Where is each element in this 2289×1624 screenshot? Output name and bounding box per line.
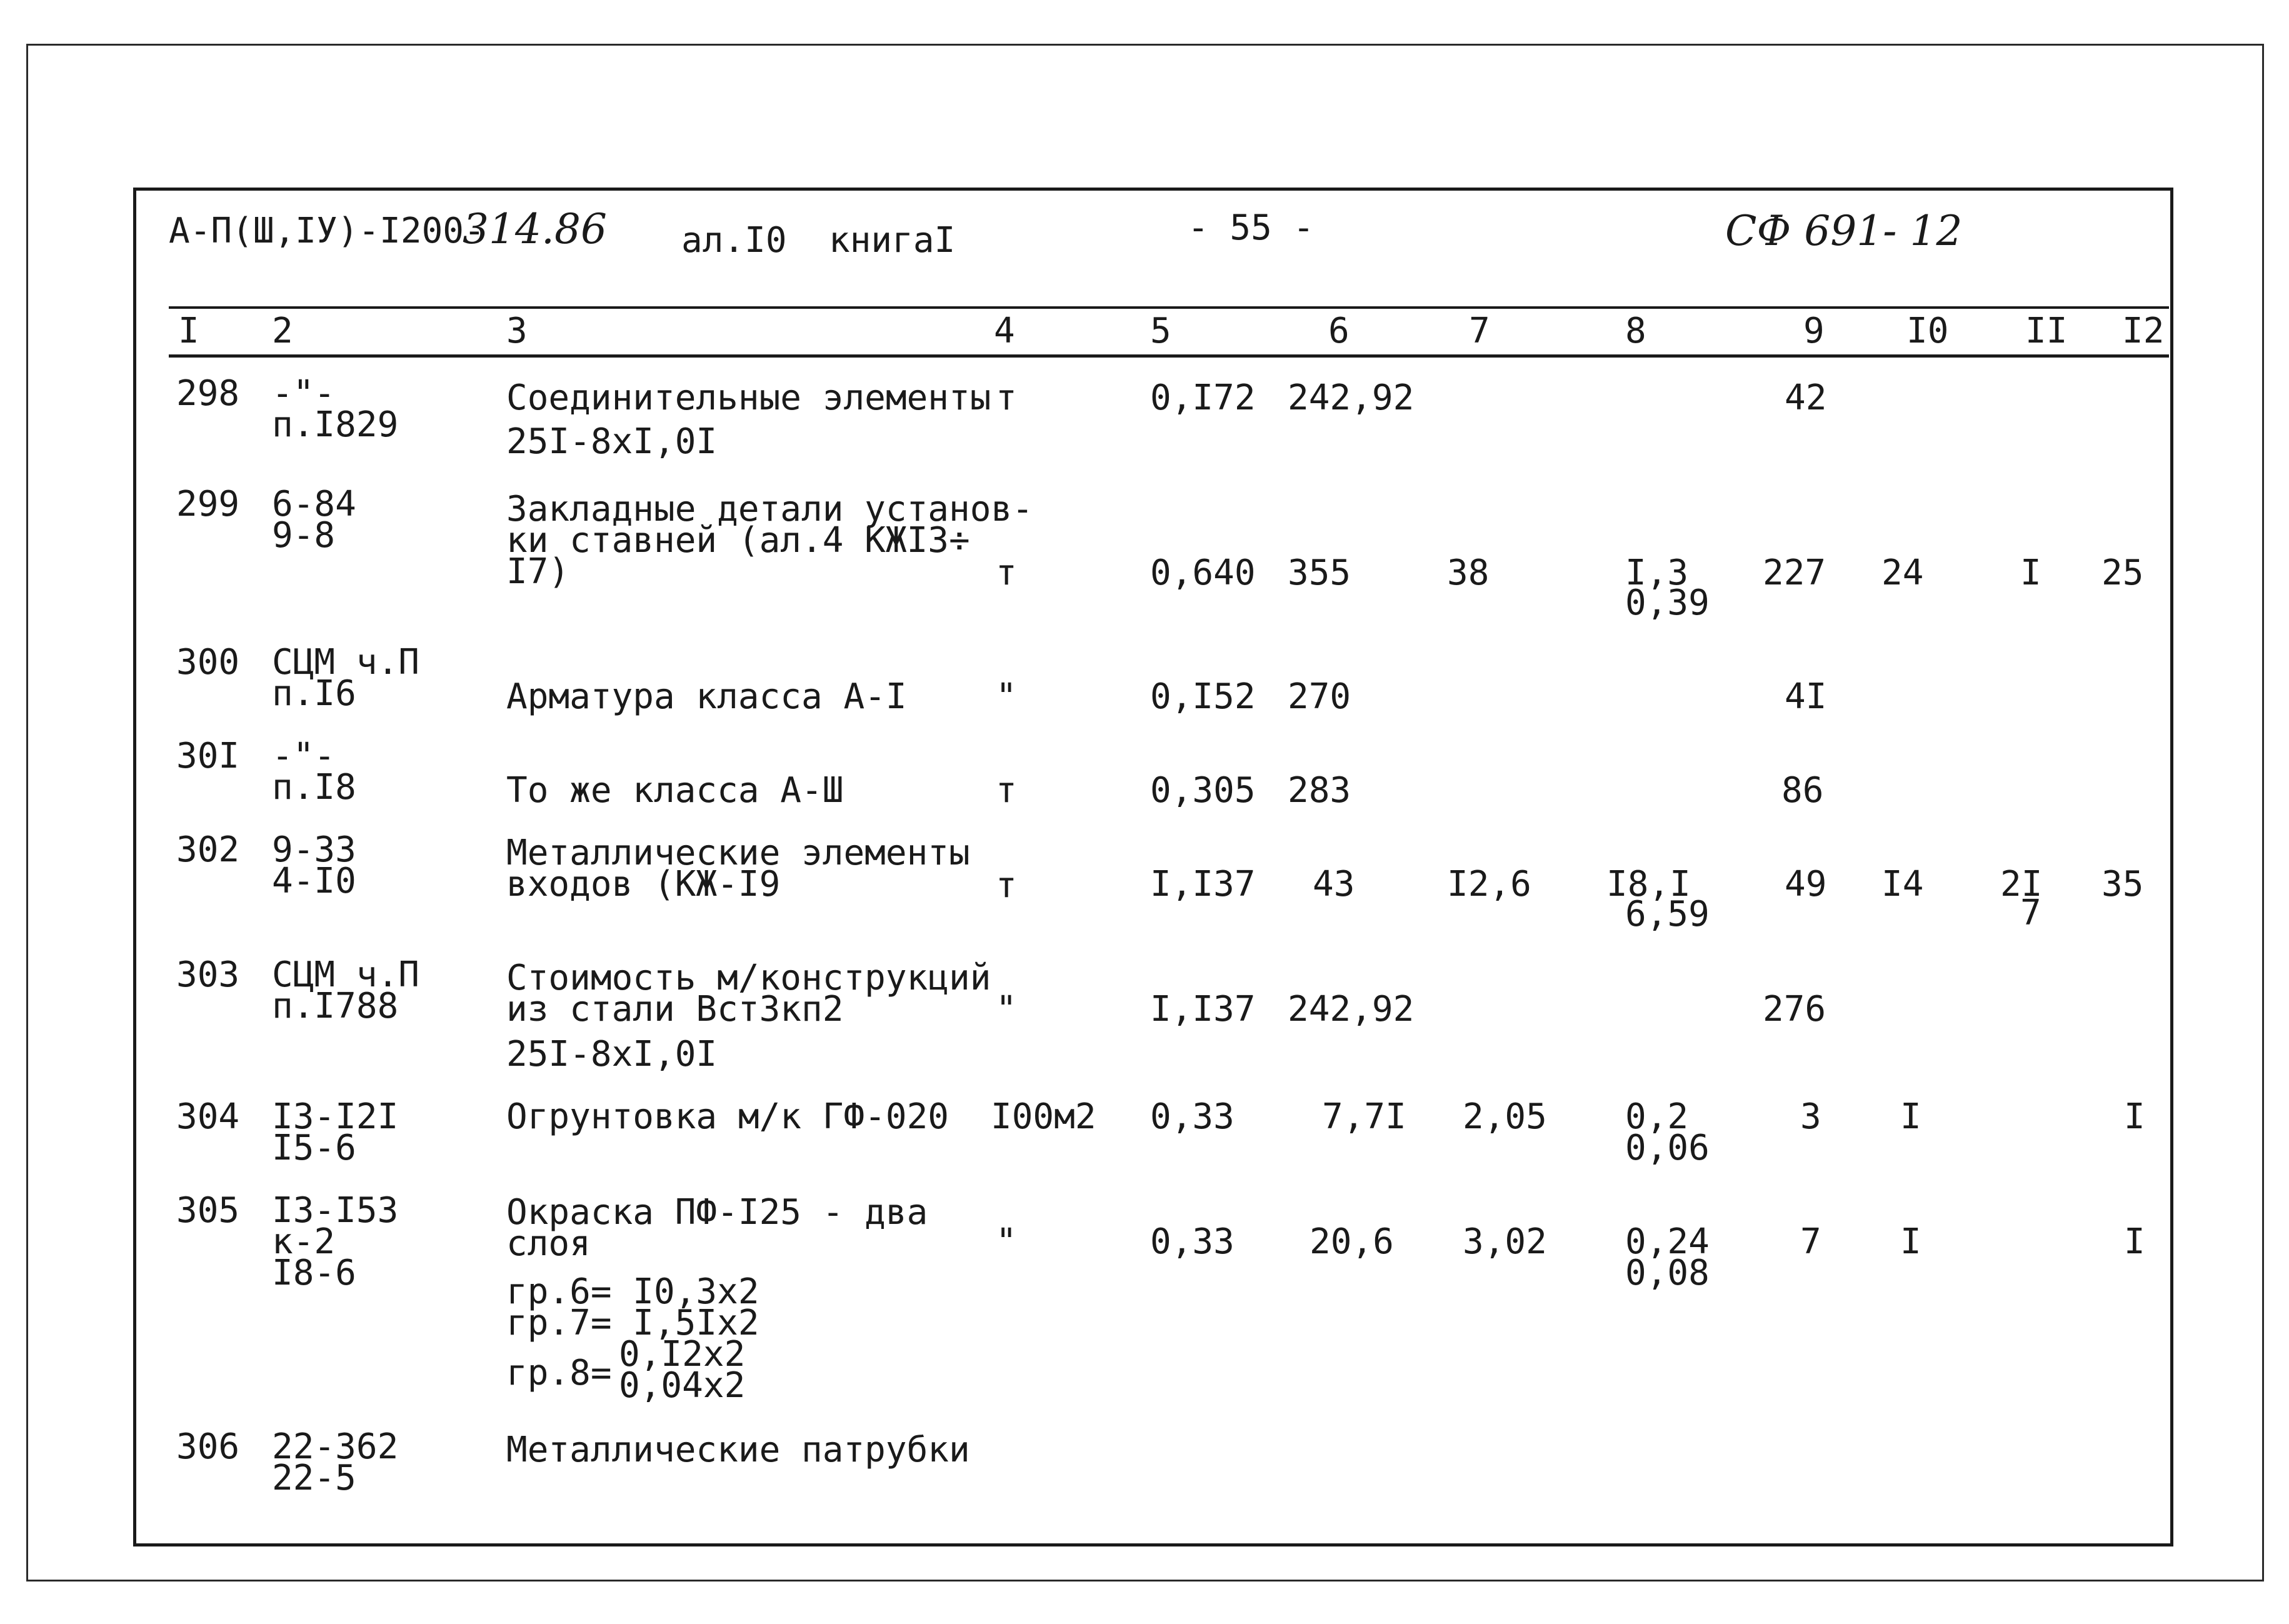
- work-description: входов (КЖ-I9: [506, 864, 781, 905]
- row-number: 300: [176, 642, 240, 683]
- column-header: 3: [506, 311, 528, 351]
- album-book-label: ал.I0 книгаI: [681, 220, 956, 261]
- col11-value: 7: [2020, 893, 2041, 933]
- row-number: 30I: [176, 736, 240, 776]
- work-description: 0,I2х2: [619, 1334, 746, 1375]
- norm-code: -"-: [272, 373, 336, 414]
- col10-value: I: [1900, 1221, 1921, 1262]
- page-number: - 55 -: [1188, 208, 1315, 248]
- column-header: 7: [1469, 311, 1490, 351]
- work-description: Стоимость м/конструкций: [506, 958, 991, 998]
- col8-value: 0,06: [1625, 1128, 1710, 1168]
- col7-value: 2,05: [1463, 1096, 1547, 1137]
- col9-value: 276: [1763, 989, 1826, 1030]
- col7-value: I2,6: [1447, 864, 1531, 905]
- unit: ": [996, 676, 1017, 717]
- norm-code: -"-: [272, 736, 336, 776]
- quantity: 0,33: [1150, 1221, 1235, 1262]
- work-description: Арматура класса А-I: [506, 676, 907, 717]
- row-number: 303: [176, 955, 240, 995]
- col6-value: 283: [1288, 770, 1351, 811]
- unit: т: [996, 865, 1017, 906]
- column-header: 2: [272, 311, 293, 351]
- column-header: I2: [2122, 311, 2165, 351]
- quantity: 0,305: [1150, 770, 1256, 811]
- quantity: 0,640: [1150, 553, 1256, 593]
- norm-code: СЦМ ч.П: [272, 642, 420, 683]
- document-code-handwritten: 314.86: [463, 205, 607, 253]
- col8-value: 0,24: [1625, 1221, 1710, 1262]
- column-header: 4: [994, 311, 1015, 351]
- col11-value: 2I: [2000, 864, 2043, 905]
- quantity: 0,I72: [1150, 378, 1256, 418]
- archive-stamp-number: СФ 691- 12: [1725, 207, 1963, 255]
- col11-value: I: [2020, 553, 2041, 593]
- col6-value: 270: [1288, 676, 1351, 717]
- row-number: 298: [176, 373, 240, 414]
- col8-value: 0,2: [1625, 1096, 1689, 1137]
- row-number: 302: [176, 830, 240, 870]
- col9-value: 49: [1785, 864, 1827, 905]
- work-description: гр.8=: [506, 1353, 612, 1393]
- norm-code: 4-I0: [272, 861, 356, 901]
- document-code: А-П(Ш,IУ)-I200-: [169, 211, 485, 251]
- col10-value: I: [1900, 1096, 1921, 1137]
- col8-value: 0,39: [1625, 583, 1710, 623]
- col9-value: 86: [1781, 770, 1824, 811]
- work-description: Металлические патрубки: [506, 1430, 970, 1470]
- col6-value: 43: [1313, 864, 1355, 905]
- col7-value: 3,02: [1463, 1221, 1547, 1262]
- work-description: слоя: [506, 1223, 591, 1264]
- col9-value: 3: [1800, 1096, 1821, 1137]
- work-description: 25I-8хI,0I: [506, 421, 718, 462]
- column-header: 8: [1625, 311, 1646, 351]
- work-description: Окраска ПФ-I25 - два: [506, 1192, 928, 1233]
- col9-value: 42: [1785, 378, 1827, 418]
- col6-value: 7,7I: [1322, 1096, 1406, 1137]
- norm-code: I8-6: [272, 1253, 356, 1293]
- unit: т: [996, 553, 1017, 593]
- column-header: I0: [1906, 311, 1949, 351]
- col7-value: 38: [1447, 553, 1490, 593]
- col12-value: I: [2124, 1221, 2145, 1262]
- quantity: 0,I52: [1150, 676, 1256, 717]
- work-description: I7): [506, 551, 570, 592]
- norm-code: 9-8: [272, 515, 336, 556]
- work-description: 25I-8хI,0I: [506, 1034, 718, 1075]
- norm-code: п.I8: [272, 767, 356, 808]
- norm-code: 22-362: [272, 1426, 399, 1467]
- work-description: из стали ВстЗкп2: [506, 989, 844, 1030]
- col9-value: 7: [1800, 1221, 1821, 1262]
- unit: I00м2: [991, 1096, 1096, 1137]
- work-description: То же класса А-Ш: [506, 770, 844, 811]
- col12-value: 35: [2101, 864, 2144, 905]
- norm-code: п.I829: [272, 404, 399, 445]
- column-header: I: [178, 311, 199, 351]
- unit: т: [996, 378, 1017, 418]
- row-number: 305: [176, 1190, 240, 1231]
- col10-value: I4: [1881, 864, 1924, 905]
- norm-code: СЦМ ч.П: [272, 955, 420, 995]
- col9-value: 4I: [1785, 676, 1827, 717]
- col12-value: I: [2124, 1096, 2145, 1137]
- norm-code: I5-6: [272, 1128, 356, 1168]
- norm-code: I3-I53: [272, 1190, 399, 1231]
- header-bottom-rule: [169, 354, 2169, 358]
- col12-value: 25: [2101, 553, 2144, 593]
- col8-value: 0,08: [1625, 1253, 1710, 1293]
- work-description: Соединительные элементы: [506, 378, 991, 418]
- work-description: гр.6= I0,3х2: [506, 1271, 759, 1312]
- col8-value: I,3: [1625, 553, 1689, 593]
- column-header: II: [2025, 311, 2068, 351]
- row-number: 299: [176, 484, 240, 524]
- col8-value: 6,59: [1625, 894, 1710, 935]
- norm-code: 6-84: [272, 484, 356, 524]
- norm-code: п.I788: [272, 986, 399, 1026]
- work-description: 0,04х2: [619, 1365, 746, 1406]
- column-header: 9: [1803, 311, 1825, 351]
- work-description: Огрунтовка м/к ГФ-020: [506, 1096, 949, 1137]
- work-description: Закладные детали установ-: [506, 489, 1033, 529]
- quantity: I,I37: [1150, 864, 1256, 905]
- row-number: 306: [176, 1426, 240, 1467]
- row-number: 304: [176, 1096, 240, 1137]
- norm-code: 22-5: [272, 1458, 356, 1498]
- col6-value: 355: [1288, 553, 1351, 593]
- col6-value: 242,92: [1288, 989, 1415, 1030]
- quantity: I,I37: [1150, 989, 1256, 1030]
- column-header: 6: [1328, 311, 1350, 351]
- norm-code: к-2: [272, 1221, 336, 1262]
- norm-code: I3-I2I: [272, 1096, 399, 1137]
- col8-value: I8,I: [1606, 864, 1691, 905]
- column-header: 5: [1150, 311, 1171, 351]
- unit: т: [996, 770, 1017, 811]
- col6-value: 242,92: [1288, 378, 1415, 418]
- work-description: Металлические элементы: [506, 833, 970, 873]
- norm-code: п.I6: [272, 673, 356, 714]
- unit: ": [996, 1221, 1017, 1262]
- unit: ": [996, 989, 1017, 1030]
- col9-value: 227: [1763, 553, 1826, 593]
- work-description: гр.7= I,5Iх2: [506, 1303, 759, 1343]
- norm-code: 9-33: [272, 830, 356, 870]
- header-top-rule: [169, 306, 2169, 309]
- col10-value: 24: [1881, 553, 1924, 593]
- col6-value: 20,6: [1310, 1221, 1394, 1262]
- quantity: 0,33: [1150, 1096, 1235, 1137]
- work-description: ки ставней (ал.4 КЖI3÷: [506, 520, 970, 561]
